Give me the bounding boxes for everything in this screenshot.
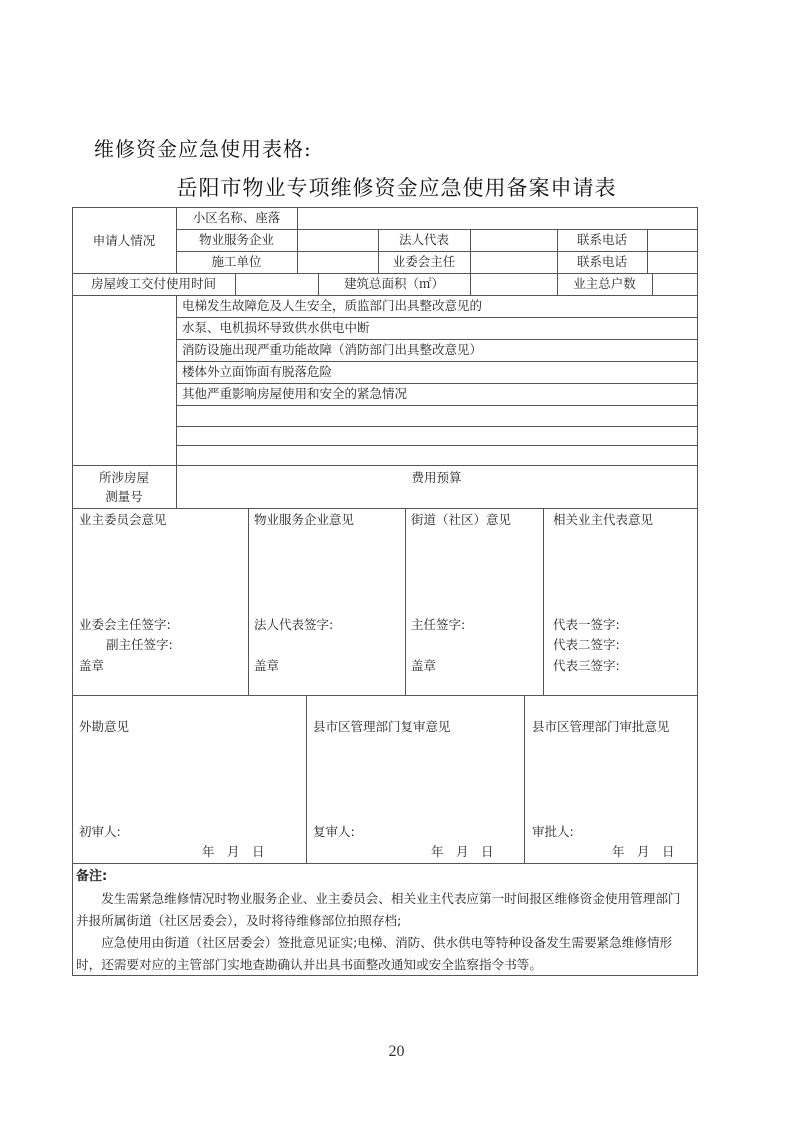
survey-reviewer: 初审人: [79,824,121,839]
property-opinion-title: 物业服务企业意见 [254,512,355,527]
situation-item[interactable]: 消防设施出现严重功能故障（消防部门出具整改意见） [182,342,483,357]
row-line [176,317,697,318]
table-border-right [697,207,698,976]
situation-item[interactable]: 楼体外立面饰面有脱落危险 [182,364,333,379]
row-line [176,361,697,362]
situation-blank-row[interactable] [177,427,696,444]
recheck-review-title: 县市区管理部门复审意见 [313,719,451,734]
situation-blank-row[interactable] [177,406,696,425]
committee-director-sign: 业委会主任签字: [79,617,171,632]
approval-review-title: 县市区管理部门审批意见 [532,719,670,734]
section-heading: 维修资金应急使用表格: [94,137,312,161]
phone-label-1: 联系电话 [576,232,627,247]
street-seal: 盖章 [411,658,437,673]
owner-rep-1-sign: 代表一签字: [553,617,620,632]
col-line [248,508,249,695]
recheck-date: 年 月 日 [431,844,494,859]
row-line [176,339,697,340]
row-line [72,863,698,864]
survey-date: 年 月 日 [202,844,265,859]
budget-label: 费用预算 [411,470,462,485]
total-households-field[interactable] [653,274,696,294]
committee-opinion-title: 业主委员会意见 [79,512,167,527]
row-line [72,508,698,509]
approval-reviewer: 审批人: [532,824,574,839]
committee-seal: 盖章 [79,658,105,673]
col-line [405,508,406,695]
street-director-sign: 主任签字: [411,617,466,632]
total-area-field[interactable] [471,274,556,294]
community-field[interactable] [298,208,696,228]
row-line [72,273,698,274]
row-line [72,465,698,466]
delivery-time-field[interactable] [236,274,317,294]
legal-rep-label: 法人代表 [398,232,449,247]
situation-item[interactable]: 水泵、电机损坏导致供水供电中断 [182,320,370,335]
delivery-time-label: 房屋竣工交付使用时间 [90,276,216,291]
street-opinion-title: 街道（社区）意见 [411,512,512,527]
committee-director-label: 业委会主任 [392,254,456,269]
phone-label-2: 联系电话 [576,254,627,269]
notes-title: 备注: [76,869,108,884]
contractor-label: 施工单位 [211,254,262,269]
property-legal-sign: 法人代表签字: [254,617,334,632]
phone-field-2[interactable] [648,252,696,272]
committee-vice-sign: 副主任签字: [106,637,173,652]
col-line [543,508,544,695]
owner-reps-opinion-title: 相关业主代表意见 [553,512,654,527]
applicant-section-label: 申请人情况 [92,233,156,248]
owner-rep-3-sign: 代表三签字: [553,658,620,673]
total-households-label: 业主总户数 [573,276,636,291]
notes-paragraph: 应急使用由街道（社区居委会）签批意见证实;电梯、消防、供水供电等特种设备发生需要紧急维修情形时，还需要对应的主管部门实地查勘确认并出具书面整改通知或安全监察指令书等。 [76,935,673,972]
row-line [72,695,698,696]
situation-blank-row[interactable] [177,446,696,464]
property-company-label: 物业服务企业 [198,232,274,247]
form-title: 岳阳市物业专项维修资金应急使用备案申请表 [176,176,617,200]
situation-item[interactable]: 电梯发生故障危及人生安全，质监部门出具整改意见的 [182,298,483,313]
row-line [72,295,698,296]
committee-director-field[interactable] [471,252,556,272]
legal-rep-field[interactable] [471,230,556,250]
property-seal: 盖章 [254,658,280,673]
row-line [176,383,697,384]
row-line [176,251,697,252]
table-border-left [72,207,73,976]
community-label: 小区名称、座落 [192,210,281,225]
notes-paragraph: 发生需紧急维修情况时物业服务企业、业主委员会、相关业主代表应第一时间报区维修资金使用管理部门并报所属街道（社区居委会），及时将待维修部位拍照存档; [76,891,681,928]
col-line [524,695,525,863]
recheck-reviewer: 复审人: [313,824,355,839]
situation-item[interactable]: 其他严重影响房屋使用和安全的紧急情况 [182,386,408,401]
row-line [176,229,697,230]
contractor-field[interactable] [298,252,377,272]
approval-date: 年 月 日 [612,844,675,859]
page-number: 20 [388,1043,405,1060]
survey-review-title: 外勘意见 [79,719,130,734]
owner-rep-2-sign: 代表二签字: [553,637,620,652]
col-line [306,695,307,863]
property-company-field[interactable] [298,230,377,250]
phone-field-1[interactable] [648,230,696,250]
total-area-label: 建筑总面积（㎡） [343,276,444,291]
house-survey-label-2: 测量号 [105,489,143,504]
house-survey-label: 所涉房屋 [98,470,149,485]
notes-section [76,866,692,976]
